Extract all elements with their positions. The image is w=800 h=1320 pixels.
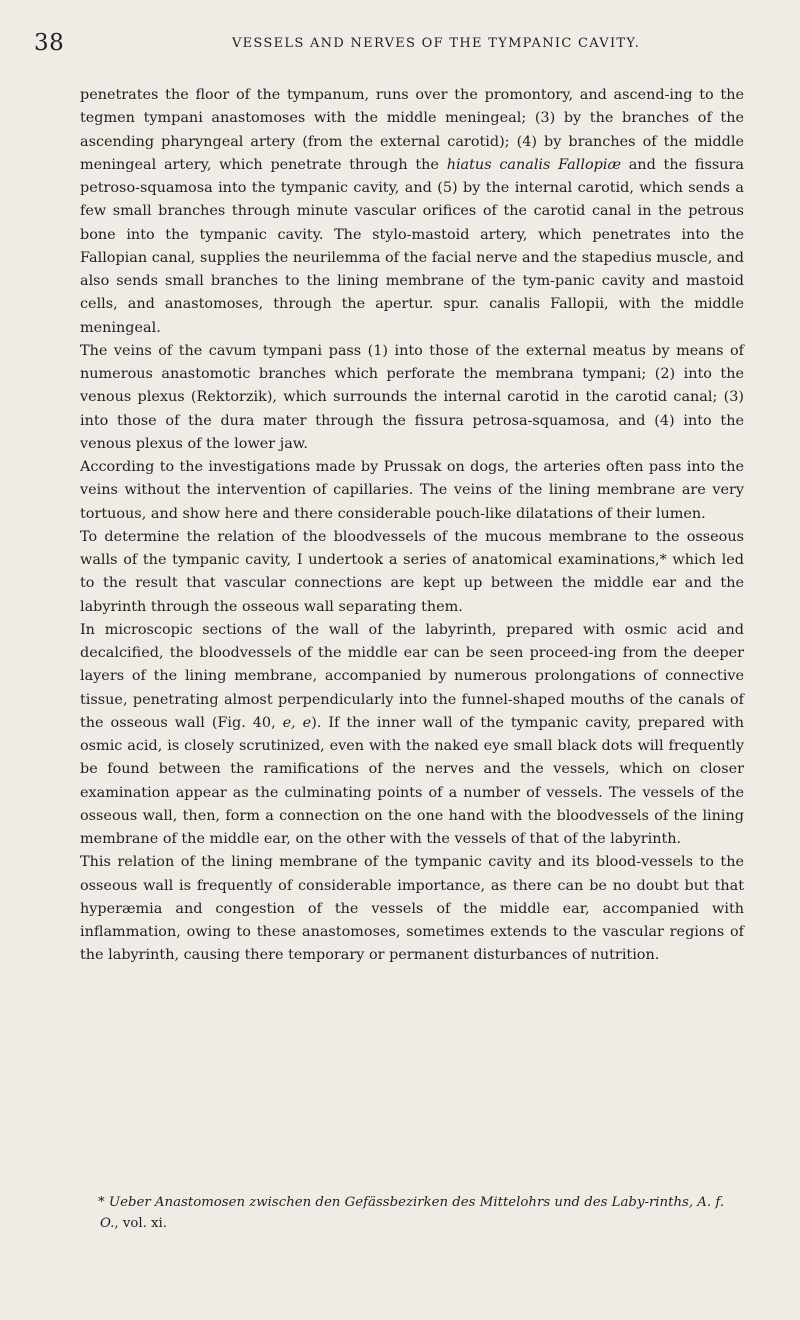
text-run: According to the investigations made by Prussak on dogs, the arteries often pass into the veins without the intervention of capillaries. The veins of the lining membrane are very tortuous, and show here and there considerable pouch-like dilatations of their lumen.: [80, 459, 744, 522]
text-run: The veins of the cavum tympani pass (1) into those of the external meatus by means of numerous anastomotic branches which perforate the membrana tympani; (2) into the venous plexus (Rektorzik), which surrounds the internal carotid in the carotid canal; (3) into those of the dura mater through the fissura petrosa-squamosa, and (4) into the venous plexus of the lower jaw.: [80, 342, 744, 452]
paragraph-1: [80, 84, 744, 340]
page-number: 38: [34, 30, 65, 56]
text-run: and the fissura petroso-squamosa into the tympanic cavity, and (5) by the internal carotid, which sends a few small branches through minute vascular orifices of the carotid canal in the petrous bone into the tympanic cavity. The stylo-mastoid artery, which penetrates into the Fallopian canal, supplies the neurilemma of the facial nerve and the stapedius muscle, and also sends small branches to the lining membrane of the tym-panic cavity and mastoid cells, and anastomoses, through the apertur. spur. canalis Fallopii, with the middle meningeal.: [80, 156, 744, 336]
paragraph-5: [80, 619, 744, 852]
paragraph-2: [80, 340, 744, 456]
running-title: VESSELS AND NERVES OF THE TYMPANIC CAVITY.: [231, 36, 641, 51]
footnote: [80, 1192, 744, 1234]
body-text: [80, 84, 744, 968]
figure-reference-label: e, e: [282, 714, 312, 731]
paragraph-3: [80, 456, 744, 526]
text-run: ). If the inner wall of the tympanic cavity, prepared with osmic acid, is closely scrutinized, even with the naked eye small black dots will frequently be found between the ramifications of the nerves and the vessels, which on closer examination appear as the culminating points of a number of vessels. The vessels of the osseous wall, then, form a connection on the one hand with the bloodvessels of the lining membrane of the middle ear, on the other with the vessels of that of the labyrinth.: [80, 714, 744, 847]
page-header: [0, 30, 800, 60]
text-run: This relation of the lining membrane of the tympanic cavity and its blood-vessels to the osseous wall is frequently of considerable importance, as there can be no doubt but that hyperæmia and congestion of the vessels of the middle ear, accompanied with inflammation, owing to these anastomoses, sometimes extends to the vascular regions of the labyrinth, causing there temporary or permanent disturbances of nutrition.: [80, 854, 744, 964]
text-run: penetrates the floor of the tympanum, runs over the promontory, and ascend-ing to the tegmen tympani anastomoses with the middle meningeal; (3) by the branches of the ascending pharyngeal artery (from the external carotid); (4) by branches of the middle meningeal artery, which penetrate through the: [80, 87, 744, 173]
text-run: To determine the relation of the bloodvessels of the mucous membrane to the osseous walls of the tympanic cavity, I undertook a series of anatomical examinations,* which led to the result that vascular connections are kept up between the middle ear and the labyrinth through the osseous wall separating them.: [80, 528, 744, 615]
paragraph-4: [80, 526, 744, 619]
footnote-citation-volume: , vol. xi.: [114, 1216, 168, 1231]
text-run: In microscopic sections of the wall of the labyrinth, prepared with osmic acid and decalcified, the bloodvessels of the middle ear can be seen proceed-ing from the deeper layers of the lining membrane, accompanied by numerous prolongations of connective tissue, penetrating almost perpendicularly into the funnel-shaped mouths of the canals of the osseous wall (Fig. 40,: [80, 621, 744, 731]
paragraph-6: [80, 851, 744, 967]
italic-term-hiatus: hiatus canalis Fallopiæ: [446, 156, 621, 173]
footnote-marker: *: [98, 1195, 109, 1210]
footnote-citation-title: Ueber Anastomosen zwischen den Gefässbezirken des Mittelohrs und des Laby-rinths, A. f. O.: [100, 1195, 725, 1231]
